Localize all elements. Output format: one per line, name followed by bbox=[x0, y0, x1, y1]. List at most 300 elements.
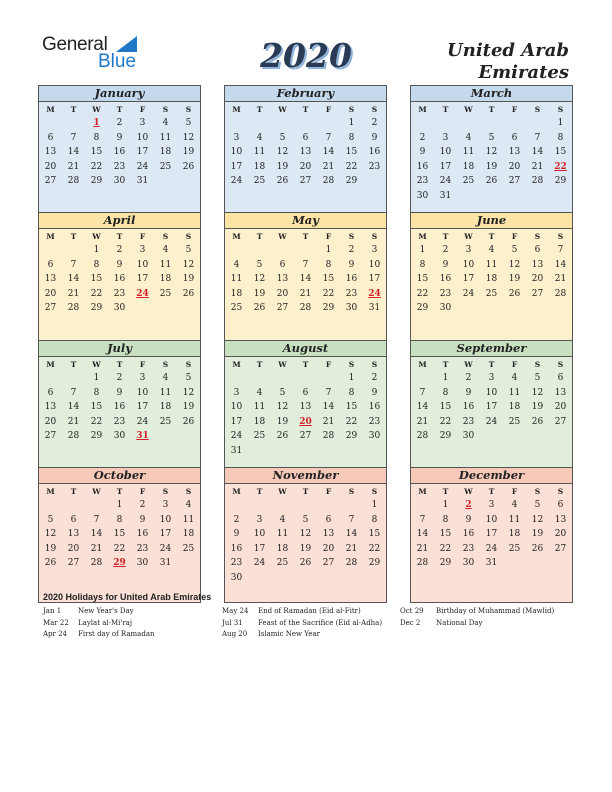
day-cell: 12 bbox=[182, 259, 195, 270]
day-cell: 25 bbox=[159, 288, 172, 299]
day-cell bbox=[503, 116, 526, 131]
day-cell: 20 bbox=[322, 543, 335, 554]
weekday-header: T bbox=[70, 231, 77, 241]
day-cell: 23 bbox=[439, 288, 452, 299]
day-cell: 31 bbox=[230, 445, 243, 456]
day-cell: 3 bbox=[488, 500, 495, 511]
day-cell bbox=[248, 444, 271, 459]
day-cell: 7 bbox=[70, 259, 77, 270]
day-cell: 1 bbox=[442, 373, 449, 384]
day-cell bbox=[271, 498, 294, 513]
day-cell: 8 bbox=[348, 132, 355, 143]
day-cell: 20 bbox=[44, 288, 57, 299]
day-cell: 20 bbox=[276, 288, 289, 299]
weekday-header: S bbox=[557, 486, 564, 496]
weekday-header: S bbox=[534, 486, 541, 496]
day-cell: 9 bbox=[348, 259, 355, 270]
day-cell: 15 bbox=[322, 274, 335, 285]
month-may bbox=[224, 212, 387, 348]
holiday-day-cell: 20 bbox=[299, 416, 312, 427]
week-row bbox=[225, 371, 386, 386]
day-cell: 5 bbox=[511, 245, 518, 256]
day-cell: 5 bbox=[185, 245, 192, 256]
weekday-header: S bbox=[162, 231, 169, 241]
day-cell bbox=[526, 429, 549, 444]
day-cell: 14 bbox=[90, 529, 103, 540]
weekday-header: T bbox=[488, 359, 495, 369]
week-row bbox=[39, 498, 200, 513]
weekday-header: T bbox=[442, 359, 449, 369]
day-cell bbox=[526, 116, 549, 131]
month-day-table bbox=[225, 357, 386, 458]
holidays-title: 2020 Holidays for United Arab Emirates bbox=[43, 592, 212, 602]
week-row bbox=[225, 386, 386, 401]
day-cell bbox=[457, 189, 480, 204]
day-cell: 11 bbox=[276, 529, 289, 540]
day-cell: 13 bbox=[44, 274, 57, 285]
day-cell: 23 bbox=[416, 176, 429, 187]
day-cell: 6 bbox=[325, 514, 332, 525]
day-cell bbox=[271, 371, 294, 386]
day-cell: 17 bbox=[159, 529, 172, 540]
holiday-date: Jan 1 bbox=[43, 607, 62, 615]
day-cell: 27 bbox=[276, 303, 289, 314]
weekday-header: S bbox=[557, 359, 564, 369]
week-row bbox=[411, 429, 572, 444]
month-name: September bbox=[411, 341, 572, 357]
day-cell: 3 bbox=[371, 245, 378, 256]
day-cell bbox=[340, 571, 363, 586]
day-cell: 26 bbox=[253, 303, 266, 314]
day-cell bbox=[225, 243, 248, 258]
holiday-entry bbox=[43, 618, 155, 630]
month-august bbox=[224, 340, 387, 476]
holiday-entry bbox=[222, 606, 382, 618]
holiday-day-cell: 24 bbox=[136, 288, 149, 299]
day-cell: 8 bbox=[442, 387, 449, 398]
day-cell: 11 bbox=[159, 132, 172, 143]
week-row bbox=[39, 527, 200, 542]
day-cell: 30 bbox=[462, 431, 475, 442]
day-cell: 26 bbox=[531, 416, 544, 427]
month-name: March bbox=[411, 86, 572, 102]
day-cell bbox=[131, 301, 154, 316]
week-row bbox=[411, 527, 572, 542]
day-cell bbox=[225, 371, 248, 386]
day-cell: 28 bbox=[531, 176, 544, 187]
week-row bbox=[411, 272, 572, 287]
day-cell bbox=[503, 556, 526, 571]
day-cell: 7 bbox=[419, 514, 426, 525]
holiday-date: May 24 bbox=[222, 607, 249, 615]
day-cell: 10 bbox=[230, 402, 243, 413]
day-cell: 29 bbox=[90, 303, 103, 314]
day-cell: 9 bbox=[465, 514, 472, 525]
day-cell: 21 bbox=[67, 161, 80, 172]
day-cell bbox=[248, 243, 271, 258]
day-cell: 20 bbox=[44, 161, 57, 172]
day-cell bbox=[549, 189, 572, 204]
day-cell: 2 bbox=[371, 373, 378, 384]
day-cell: 26 bbox=[182, 288, 195, 299]
week-row bbox=[39, 301, 200, 316]
day-cell bbox=[39, 371, 62, 386]
day-cell bbox=[317, 571, 340, 586]
day-cell: 3 bbox=[139, 118, 146, 129]
weekday-header: W bbox=[464, 104, 473, 114]
week-row bbox=[225, 444, 386, 459]
day-cell: 7 bbox=[325, 387, 332, 398]
country-title bbox=[369, 40, 569, 84]
weekday-header: S bbox=[371, 104, 378, 114]
day-cell: 17 bbox=[485, 529, 498, 540]
holiday-entry bbox=[43, 606, 155, 618]
holiday-name: Islamic New Year bbox=[258, 630, 320, 638]
day-cell: 23 bbox=[136, 543, 149, 554]
day-cell: 14 bbox=[416, 402, 429, 413]
day-cell: 6 bbox=[557, 373, 564, 384]
weekday-header: T bbox=[442, 231, 449, 241]
week-row bbox=[39, 386, 200, 401]
day-cell: 1 bbox=[325, 245, 332, 256]
holiday-name: End of Ramadan (Eid al-Fitr) bbox=[258, 607, 361, 615]
day-cell: 14 bbox=[299, 274, 312, 285]
day-cell: 28 bbox=[322, 431, 335, 442]
day-cell bbox=[294, 371, 317, 386]
day-cell bbox=[363, 174, 386, 189]
day-cell: 12 bbox=[531, 387, 544, 398]
day-cell: 13 bbox=[299, 147, 312, 158]
day-cell: 18 bbox=[159, 274, 172, 285]
day-cell: 4 bbox=[256, 132, 263, 143]
day-cell: 16 bbox=[113, 274, 126, 285]
day-cell bbox=[294, 243, 317, 258]
day-cell: 27 bbox=[322, 558, 335, 569]
day-cell: 19 bbox=[531, 529, 544, 540]
day-cell: 19 bbox=[182, 402, 195, 413]
day-cell: 21 bbox=[345, 543, 358, 554]
day-cell: 25 bbox=[276, 558, 289, 569]
day-cell: 13 bbox=[44, 147, 57, 158]
day-cell bbox=[294, 498, 317, 513]
day-cell: 12 bbox=[485, 147, 498, 158]
day-cell: 1 bbox=[348, 373, 355, 384]
day-cell: 12 bbox=[299, 529, 312, 540]
day-cell: 15 bbox=[113, 529, 126, 540]
day-cell: 6 bbox=[47, 387, 54, 398]
day-cell: 26 bbox=[276, 431, 289, 442]
day-cell: 15 bbox=[439, 529, 452, 540]
day-cell bbox=[225, 116, 248, 131]
day-cell: 27 bbox=[44, 431, 57, 442]
day-cell bbox=[248, 498, 271, 513]
day-cell bbox=[294, 571, 317, 586]
day-cell: 5 bbox=[47, 514, 54, 525]
day-cell bbox=[271, 116, 294, 131]
weekday-header: W bbox=[278, 231, 287, 241]
holiday-column bbox=[43, 606, 155, 641]
holiday-day-cell: 2 bbox=[465, 500, 472, 511]
day-cell: 25 bbox=[253, 176, 266, 187]
day-cell bbox=[39, 498, 62, 513]
day-cell: 4 bbox=[256, 387, 263, 398]
day-cell bbox=[85, 498, 108, 513]
day-cell: 10 bbox=[462, 259, 475, 270]
day-cell: 28 bbox=[322, 176, 335, 187]
day-cell bbox=[457, 116, 480, 131]
day-cell bbox=[503, 429, 526, 444]
day-cell: 17 bbox=[462, 274, 475, 285]
week-row bbox=[39, 415, 200, 430]
day-cell: 23 bbox=[113, 161, 126, 172]
month-day-table bbox=[39, 102, 200, 189]
week-row bbox=[411, 189, 572, 204]
weekday-header: T bbox=[70, 104, 77, 114]
day-cell: 17 bbox=[485, 402, 498, 413]
day-cell: 10 bbox=[439, 147, 452, 158]
day-cell: 1 bbox=[116, 500, 123, 511]
month-november bbox=[224, 467, 387, 603]
week-row bbox=[411, 258, 572, 273]
day-cell bbox=[526, 301, 549, 316]
day-cell: 17 bbox=[439, 161, 452, 172]
day-cell bbox=[503, 189, 526, 204]
day-cell: 11 bbox=[159, 387, 172, 398]
weekday-header: M bbox=[418, 104, 427, 114]
month-day-table bbox=[39, 484, 200, 571]
day-cell: 10 bbox=[253, 529, 266, 540]
generalblue-logo bbox=[42, 34, 142, 74]
day-cell: 19 bbox=[508, 274, 521, 285]
day-cell: 11 bbox=[253, 402, 266, 413]
weekday-header: T bbox=[488, 231, 495, 241]
day-cell: 18 bbox=[485, 274, 498, 285]
day-cell: 1 bbox=[93, 373, 100, 384]
holiday-name: Feast of the Sacrifice (Eid al-Adha) bbox=[258, 618, 383, 627]
day-cell: 31 bbox=[136, 176, 149, 187]
day-cell: 2 bbox=[139, 500, 146, 511]
day-cell: 23 bbox=[230, 558, 243, 569]
day-cell bbox=[457, 301, 480, 316]
day-cell: 29 bbox=[345, 176, 358, 187]
day-cell: 10 bbox=[368, 259, 381, 270]
day-cell: 14 bbox=[322, 147, 335, 158]
day-cell: 25 bbox=[462, 176, 475, 187]
day-cell: 30 bbox=[136, 558, 149, 569]
week-row bbox=[411, 542, 572, 557]
day-cell: 15 bbox=[416, 274, 429, 285]
weekday-header: S bbox=[371, 231, 378, 241]
day-cell: 19 bbox=[182, 274, 195, 285]
day-cell: 7 bbox=[93, 514, 100, 525]
day-cell: 11 bbox=[253, 147, 266, 158]
weekday-header: W bbox=[278, 359, 287, 369]
day-cell: 24 bbox=[485, 543, 498, 554]
weekday-header: M bbox=[46, 359, 55, 369]
weekday-header: S bbox=[534, 104, 541, 114]
month-name: May bbox=[225, 213, 386, 229]
day-cell: 20 bbox=[554, 529, 567, 540]
week-row bbox=[225, 527, 386, 542]
day-cell: 29 bbox=[554, 176, 567, 187]
weekday-header: W bbox=[464, 231, 473, 241]
day-cell: 12 bbox=[508, 259, 521, 270]
weekday-header: F bbox=[139, 104, 146, 114]
month-march bbox=[410, 85, 573, 221]
month-day-table bbox=[411, 484, 572, 571]
day-cell: 19 bbox=[299, 543, 312, 554]
day-cell: 11 bbox=[182, 514, 195, 525]
day-cell: 25 bbox=[508, 416, 521, 427]
day-cell: 22 bbox=[90, 161, 103, 172]
day-cell: 28 bbox=[67, 176, 80, 187]
weekday-header: F bbox=[511, 359, 518, 369]
day-cell bbox=[411, 371, 434, 386]
weekday-header: S bbox=[534, 359, 541, 369]
day-cell bbox=[39, 116, 62, 131]
day-cell: 13 bbox=[508, 147, 521, 158]
day-cell: 24 bbox=[439, 176, 452, 187]
day-cell bbox=[480, 429, 503, 444]
holiday-entry bbox=[43, 629, 155, 641]
month-june bbox=[410, 212, 573, 348]
day-cell bbox=[294, 116, 317, 131]
day-cell: 18 bbox=[462, 161, 475, 172]
day-cell: 15 bbox=[345, 402, 358, 413]
day-cell: 17 bbox=[230, 161, 243, 172]
holiday-name: First day of Ramadan bbox=[78, 630, 155, 638]
day-cell: 8 bbox=[93, 387, 100, 398]
day-cell: 11 bbox=[462, 147, 475, 158]
holiday-entry bbox=[222, 629, 382, 641]
day-cell: 23 bbox=[113, 416, 126, 427]
day-cell: 6 bbox=[47, 132, 54, 143]
day-cell: 27 bbox=[299, 431, 312, 442]
day-cell: 2 bbox=[465, 373, 472, 384]
day-cell: 2 bbox=[348, 245, 355, 256]
day-cell: 4 bbox=[185, 500, 192, 511]
day-cell: 28 bbox=[416, 431, 429, 442]
day-cell: 27 bbox=[531, 288, 544, 299]
day-cell: 21 bbox=[554, 274, 567, 285]
weekday-header: S bbox=[162, 359, 169, 369]
weekday-header: F bbox=[139, 486, 146, 496]
day-cell: 13 bbox=[67, 529, 80, 540]
day-cell: 30 bbox=[416, 190, 429, 201]
day-cell: 9 bbox=[116, 259, 123, 270]
day-cell: 24 bbox=[253, 558, 266, 569]
day-cell: 10 bbox=[485, 387, 498, 398]
day-cell: 5 bbox=[279, 132, 286, 143]
weekday-header: T bbox=[256, 486, 263, 496]
weekday-header: T bbox=[116, 231, 123, 241]
day-cell: 27 bbox=[44, 303, 57, 314]
day-cell: 24 bbox=[485, 416, 498, 427]
holiday-day-cell: 22 bbox=[554, 161, 567, 172]
weekday-header: M bbox=[418, 359, 427, 369]
day-cell: 27 bbox=[44, 176, 57, 187]
day-cell bbox=[526, 189, 549, 204]
day-cell: 3 bbox=[256, 514, 263, 525]
day-cell: 8 bbox=[557, 132, 564, 143]
day-cell: 6 bbox=[70, 514, 77, 525]
day-cell: 15 bbox=[368, 529, 381, 540]
week-row bbox=[39, 556, 200, 571]
day-cell: 8 bbox=[348, 387, 355, 398]
holiday-date: Aug 20 bbox=[222, 630, 248, 638]
day-cell bbox=[248, 371, 271, 386]
day-cell: 25 bbox=[230, 303, 243, 314]
day-cell: 6 bbox=[279, 259, 286, 270]
day-cell: 23 bbox=[462, 543, 475, 554]
week-row bbox=[411, 116, 572, 131]
day-cell: 27 bbox=[508, 176, 521, 187]
day-cell: 28 bbox=[345, 558, 358, 569]
day-cell: 20 bbox=[67, 543, 80, 554]
day-cell: 27 bbox=[554, 416, 567, 427]
day-cell bbox=[363, 444, 386, 459]
day-cell: 3 bbox=[233, 132, 240, 143]
weekday-header: T bbox=[488, 104, 495, 114]
weekday-header: T bbox=[70, 486, 77, 496]
day-cell: 27 bbox=[554, 543, 567, 554]
day-cell: 7 bbox=[302, 259, 309, 270]
day-cell: 1 bbox=[93, 245, 100, 256]
day-cell: 20 bbox=[531, 274, 544, 285]
holiday-entry bbox=[400, 618, 554, 630]
day-cell: 7 bbox=[325, 132, 332, 143]
day-cell: 18 bbox=[230, 288, 243, 299]
day-cell: 19 bbox=[182, 147, 195, 158]
holiday-date: Jul 31 bbox=[222, 618, 243, 627]
day-cell: 21 bbox=[67, 288, 80, 299]
week-row bbox=[411, 513, 572, 528]
weekday-header: F bbox=[325, 359, 332, 369]
day-cell: 17 bbox=[253, 543, 266, 554]
weekday-header: M bbox=[418, 486, 427, 496]
weekday-header: W bbox=[92, 359, 101, 369]
day-cell: 26 bbox=[276, 176, 289, 187]
day-cell: 9 bbox=[116, 132, 123, 143]
day-cell: 13 bbox=[299, 402, 312, 413]
day-cell: 30 bbox=[368, 431, 381, 442]
week-row bbox=[39, 400, 200, 415]
day-cell: 4 bbox=[488, 245, 495, 256]
weekday-header: T bbox=[256, 231, 263, 241]
day-cell: 3 bbox=[488, 373, 495, 384]
month-name: August bbox=[225, 341, 386, 357]
day-cell: 7 bbox=[419, 387, 426, 398]
logo-text-blue: Blue bbox=[98, 51, 137, 72]
day-cell bbox=[549, 301, 572, 316]
month-october bbox=[38, 467, 201, 603]
day-cell: 18 bbox=[159, 147, 172, 158]
day-cell: 15 bbox=[439, 402, 452, 413]
day-cell: 2 bbox=[116, 118, 123, 129]
week-row bbox=[225, 301, 386, 316]
day-cell: 3 bbox=[442, 132, 449, 143]
week-row bbox=[411, 386, 572, 401]
weekday-header: T bbox=[488, 486, 495, 496]
day-cell: 31 bbox=[159, 558, 172, 569]
day-cell: 28 bbox=[90, 558, 103, 569]
day-cell: 1 bbox=[371, 500, 378, 511]
day-cell bbox=[62, 243, 85, 258]
day-cell: 31 bbox=[439, 190, 452, 201]
day-cell: 12 bbox=[531, 514, 544, 525]
weekday-header: T bbox=[442, 104, 449, 114]
weekday-header: W bbox=[92, 486, 101, 496]
